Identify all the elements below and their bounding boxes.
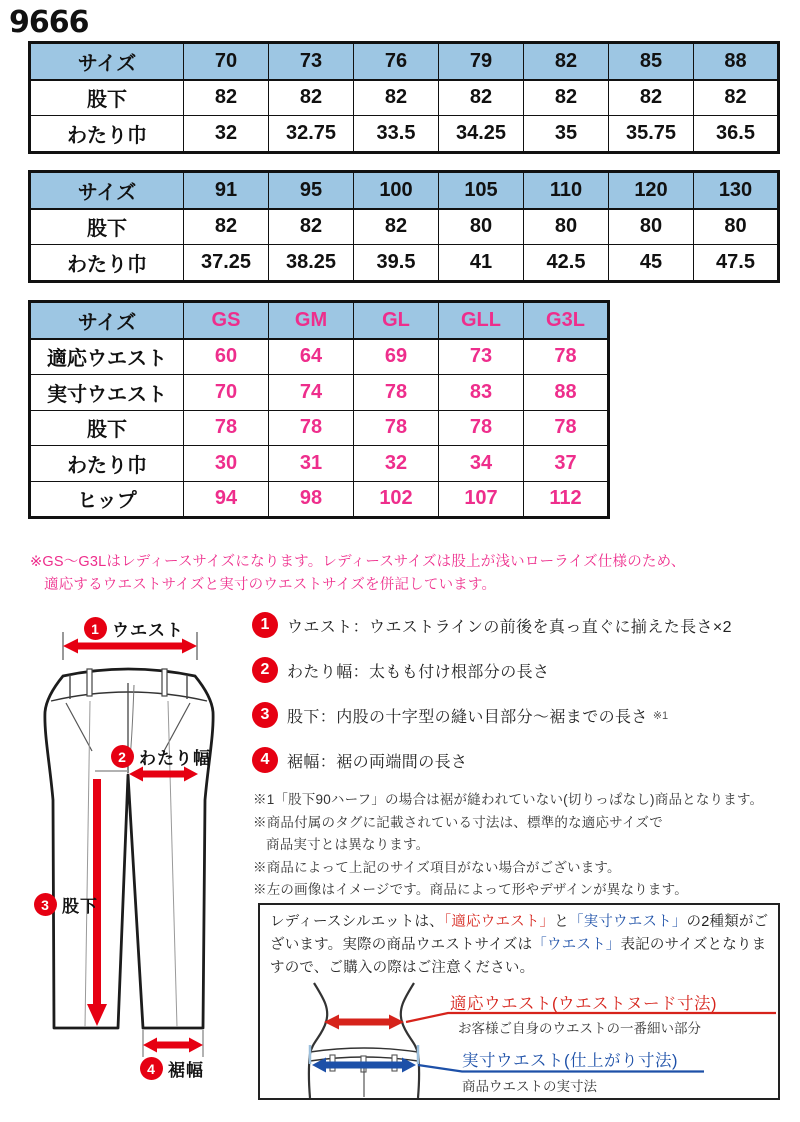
value-cell: 33.5 (354, 116, 439, 153)
value-cell: 35.75 (609, 116, 694, 153)
header-cell: 73 (269, 43, 354, 80)
size-table-ladies (28, 300, 610, 519)
note-line: ※1「股下90ハーフ」の場合は裾が縫われていない(切りっぱなし)商品となります。 (253, 792, 764, 807)
diagram-label-hem (140, 1056, 204, 1081)
ladies-note-line2: 適応するウエストサイズと実寸のウエストサイズを併記しています。 (44, 577, 497, 593)
header-row (30, 302, 609, 339)
measurement-text: 股下：内股の十字型の縫い目部分〜裾までの長さ (287, 708, 648, 726)
value-cell: 102 (354, 481, 439, 518)
table-row (30, 339, 609, 375)
value-cell: 82 (354, 209, 439, 245)
header-cell: 105 (439, 172, 524, 209)
header-cell: 85 (609, 43, 694, 80)
value-cell: 82 (354, 80, 439, 116)
ladies-size-note (30, 551, 685, 597)
intro-segment: の2種類がございます。実際の商品ウエストサイズは (270, 914, 769, 953)
value-cell: 82 (269, 209, 354, 245)
value-cell: 94 (184, 481, 269, 518)
note-line: ※商品によって上記のサイズ項目がない場合がございます。 (253, 859, 621, 875)
actual-waist-description: 商品ウエストの実寸法 (462, 1079, 597, 1094)
value-cell: 69 (354, 339, 439, 375)
value-cell: 38.25 (269, 245, 354, 282)
table-row (30, 446, 609, 482)
arrowhead (189, 1038, 203, 1053)
arrowhead (143, 1038, 157, 1053)
diagram-label-text: ウエスト (112, 621, 184, 640)
value-cell: 80 (524, 209, 609, 245)
row-label: 実寸ウエスト (30, 375, 184, 411)
value-cell: 31 (269, 446, 354, 482)
list-item (252, 747, 732, 773)
row-label: ヒップ (30, 481, 184, 518)
intro-segment: 表記のサイズとなりますので、ご購入の際はご注意ください。 (270, 937, 767, 976)
intro-segment: レディースシルエットは、 (270, 914, 444, 930)
measurement-definition-list (252, 612, 732, 792)
value-cell: 32 (354, 446, 439, 482)
measurement-text: わたり幅：太もも付け根部分の長さ (287, 663, 550, 681)
row-label: わたり巾 (30, 446, 184, 482)
value-cell: 42.5 (524, 245, 609, 282)
value-cell: 88 (524, 375, 609, 411)
header-cell: 82 (524, 43, 609, 80)
table-row (30, 245, 779, 282)
ladies-note-line1: ※GS〜G3Lはレディースサイズになります。レディースサイズは股上が浅いローライズ仕様のため、 (30, 554, 686, 570)
marker-2-icon: 2 (252, 657, 278, 683)
value-cell: 32 (184, 116, 269, 153)
table-row (30, 116, 779, 153)
value-cell: 45 (609, 245, 694, 282)
value-cell: 107 (439, 481, 524, 518)
marker-1-icon: 1 (252, 612, 278, 638)
pants-measurement-diagram (30, 613, 250, 1083)
intro-segment: と (554, 914, 569, 930)
pants-outline (45, 669, 213, 1028)
header-cell: 130 (694, 172, 779, 209)
value-cell: 74 (269, 375, 354, 411)
value-cell: 70 (184, 375, 269, 411)
actual-waist-title: 実寸ウエスト(仕上がり寸法) (462, 1052, 678, 1070)
value-cell: 37 (524, 446, 609, 482)
value-cell: 78 (354, 410, 439, 446)
note-line: ※左の画像はイメージです。商品によって形やデザインが異なります。 (253, 882, 688, 897)
header-cell: サイズ (30, 172, 184, 209)
header-cell: 95 (269, 172, 354, 209)
value-cell: 80 (439, 209, 524, 245)
value-cell: 37.25 (184, 245, 269, 282)
row-label: 股下 (30, 410, 184, 446)
size-table-regular (28, 41, 780, 154)
caution-notes (253, 789, 763, 902)
row-label: わたり巾 (30, 116, 184, 153)
value-cell: 82 (609, 80, 694, 116)
value-cell: 78 (524, 339, 609, 375)
info-box-intro (270, 911, 772, 980)
marker-2-icon: 2 (111, 745, 134, 768)
diagram-label-inseam (34, 892, 98, 917)
marker-4-icon: 4 (140, 1057, 163, 1080)
header-cell: 100 (354, 172, 439, 209)
value-cell: 41 (439, 245, 524, 282)
value-cell: 82 (184, 80, 269, 116)
header-cell: 79 (439, 43, 524, 80)
row-label: 適応ウエスト (30, 339, 184, 375)
value-cell: 32.75 (269, 116, 354, 153)
header-cell: G3L (524, 302, 609, 339)
header-cell: 88 (694, 43, 779, 80)
header-cell: 110 (524, 172, 609, 209)
value-cell: 80 (694, 209, 779, 245)
value-cell: 78 (439, 410, 524, 446)
diagram-label-text: 裾幅 (168, 1061, 204, 1080)
list-item (252, 657, 732, 683)
header-cell: 70 (184, 43, 269, 80)
list-item (252, 612, 732, 638)
header-cell: 91 (184, 172, 269, 209)
row-label: 股下 (30, 80, 184, 116)
value-cell: 47.5 (694, 245, 779, 282)
diagram-label-watari (111, 744, 211, 769)
table-row (30, 80, 779, 116)
header-cell: 120 (609, 172, 694, 209)
measurement-text: 裾幅：裾の両端間の長さ (287, 753, 468, 771)
value-cell: 35 (524, 116, 609, 153)
value-cell: 82 (184, 209, 269, 245)
value-cell: 64 (269, 339, 354, 375)
waistband-line (310, 1048, 418, 1052)
belt-loop (87, 669, 92, 696)
table-row (30, 209, 779, 245)
value-cell: 30 (184, 446, 269, 482)
value-cell: 78 (269, 410, 354, 446)
header-cell: GL (354, 302, 439, 339)
product-code: 9666 (9, 5, 89, 40)
header-cell: サイズ (30, 302, 184, 339)
value-cell: 34 (439, 446, 524, 482)
diagram-label-waist (84, 616, 184, 641)
fit-waist-description: お客様ご自身のウエストの一番細い部分 (458, 1021, 701, 1036)
row-label: 股下 (30, 209, 184, 245)
header-row (30, 43, 779, 80)
marker-3-icon: 3 (252, 702, 278, 728)
note-line: ※商品付属のタグに記載されている寸法は、標準的な適応サイズで (253, 814, 663, 830)
belt-loop (162, 669, 167, 696)
header-row (30, 172, 779, 209)
value-cell: 39.5 (354, 245, 439, 282)
fit-waist-title: 適応ウエスト(ウエストヌード寸法) (450, 995, 717, 1013)
header-cell: GM (269, 302, 354, 339)
table-row (30, 410, 609, 446)
header-cell: GLL (439, 302, 524, 339)
torso-outline (401, 983, 419, 1098)
value-cell: 34.25 (439, 116, 524, 153)
arrowhead (182, 639, 197, 654)
value-cell: 78 (354, 375, 439, 411)
value-cell: 73 (439, 339, 524, 375)
table-row (30, 481, 609, 518)
diagram-label-text: わたり幅 (139, 749, 211, 768)
table-row (30, 375, 609, 411)
measurement-text: ウエスト：ウエストラインの前後を真っ直ぐに揃えた長さ×2 (287, 618, 732, 636)
note-line: 商品実寸とは異なります。 (266, 837, 430, 852)
intro-segment-waist: 「ウエスト」 (532, 937, 621, 953)
value-cell: 78 (184, 410, 269, 446)
value-cell: 78 (524, 410, 609, 446)
intro-segment-actual: 「実寸ウエスト」 (568, 914, 687, 930)
value-cell: 60 (184, 339, 269, 375)
marker-3-icon: 3 (34, 893, 57, 916)
value-cell: 80 (609, 209, 694, 245)
diagram-label-text: 股下 (62, 897, 98, 916)
header-cell: サイズ (30, 43, 184, 80)
torso-outline (309, 983, 327, 1098)
intro-segment-fit: 「適応ウエスト」 (443, 914, 555, 930)
ladies-waist-info-box (258, 903, 780, 1100)
marker-4-icon: 4 (252, 747, 278, 773)
row-label: わたり巾 (30, 245, 184, 282)
value-cell: 82 (269, 80, 354, 116)
value-cell: 82 (439, 80, 524, 116)
value-cell: 82 (524, 80, 609, 116)
value-cell: 98 (269, 481, 354, 518)
value-cell: 112 (524, 481, 609, 518)
marker-1-icon: 1 (84, 617, 107, 640)
value-cell: 36.5 (694, 116, 779, 153)
header-cell: 76 (354, 43, 439, 80)
arrowhead (63, 639, 78, 654)
value-cell: 82 (694, 80, 779, 116)
header-cell: GS (184, 302, 269, 339)
value-cell: 83 (439, 375, 524, 411)
size-table-large (28, 170, 780, 283)
measurement-ref: ※1 (652, 709, 669, 722)
list-item (252, 702, 732, 728)
